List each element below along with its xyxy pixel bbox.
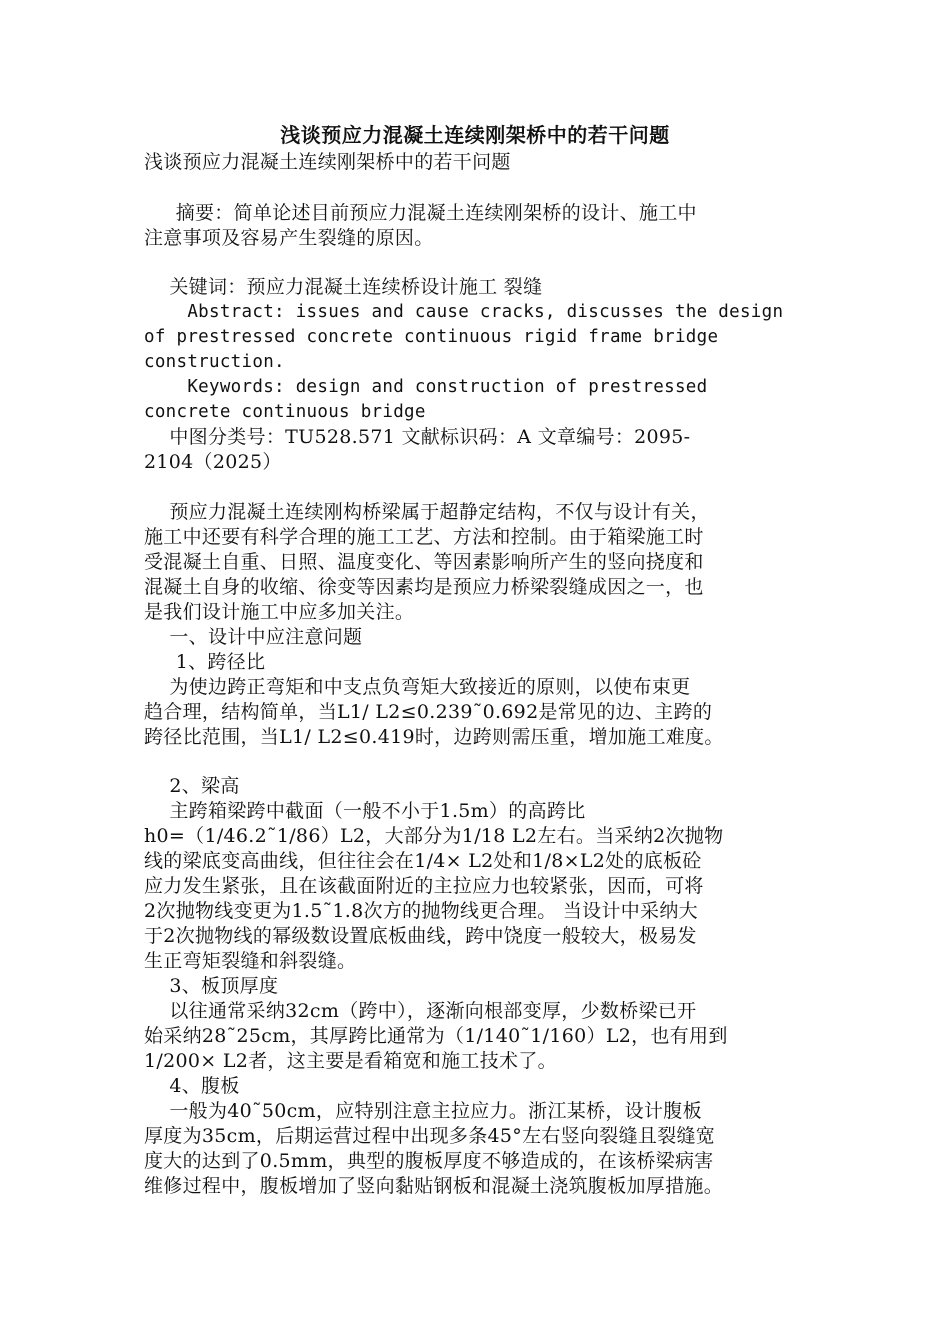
text-line: 为使边跨正弯矩和中支点负弯矩大致接近的原则，以使布束更	[144, 676, 691, 698]
text-line: 预应力混凝土连续刚构桥梁属于超静定结构，不仅与设计有关，	[144, 501, 710, 523]
text-line: 中图分类号：TU528.571 文献标识码：A 文章编号：2095-	[144, 426, 691, 448]
text-line: 主跨箱梁跨中截面（一般不小于1.5m）的高跨比	[144, 800, 586, 822]
text-line: 施工中还要有科学合理的施工工艺、方法和控制。由于箱梁施工时	[144, 526, 704, 548]
text-line: 受混凝土自重、日照、温度变化、等因素影响所产生的竖向挠度和	[144, 551, 704, 573]
text-line: 应力发生紧张，且在该截面附近的主拉应力也较紧张，因而，可将	[144, 875, 704, 897]
text-line: 2104（2025）	[144, 451, 282, 473]
text-line: 度大的达到了0.5mm，典型的腹板厚度不够造成的，在该桥梁病害	[144, 1150, 714, 1172]
text-line: 关键词：预应力混凝土连续桥设计施工 裂缝	[144, 276, 543, 298]
text-line: 维修过程中，腹板增加了竖向黏贴钢板和混凝土浇筑腹板加厚措施。	[144, 1175, 724, 1197]
text-line: h0=（1/46.2˜1/86）L2，大部分为1/18 L2左右。当采纳2次抛物	[144, 825, 724, 847]
text-line: Abstract: issues and cause cracks, discusses the design	[144, 302, 784, 322]
text-line: Keywords: design and construction of prestressed	[144, 377, 708, 397]
text-line: of prestressed concrete continuous rigid frame bridge	[144, 327, 719, 347]
text-line: 混凝土自身的收缩、徐变等因素均是预应力桥梁裂缝成因之一，也	[144, 576, 704, 598]
text-line: 一般为40˜50cm，应特别注意主拉应力。浙江某桥，设计腹板	[144, 1100, 702, 1122]
text-line: 是我们设计施工中应多加关注。	[144, 601, 415, 623]
text-line: 生正弯矩裂缝和斜裂缝。	[144, 950, 357, 972]
text-line: 线的梁底变高曲线，但往往会在1/4× L2处和1/8×L2处的底板砼	[144, 850, 702, 872]
text-line: 浅谈预应力混凝土连续刚架桥中的若干问题	[144, 151, 511, 173]
text-line: 1/200× L2者，这主要是看箱宽和施工技术了。	[144, 1050, 557, 1072]
text-line: 3、板顶厚度	[144, 975, 279, 997]
text-line: 以往通常采纳32cm（跨中），逐渐向根部变厚，少数桥梁已开	[144, 1000, 697, 1022]
text-line: 2、梁高	[144, 775, 240, 797]
text-line: construction.	[144, 352, 285, 372]
text-line: 2次抛物线变更为1.5˜1.8次方的抛物线更合理。 当设计中采纳大	[144, 900, 698, 922]
text-line: 于2次抛物线的幂级数设置底板曲线，跨中饶度一般较大，极易发	[144, 925, 697, 947]
text-line: 摘要：简单论述目前预应力混凝土连续刚架桥的设计、施工中	[144, 202, 697, 224]
document-title: 浅谈预应力混凝土连续刚架桥中的若干问题	[280, 123, 670, 147]
text-line: 厚度为35cm，后期运营过程中出现多条45°左右竖向裂缝且裂缝宽	[144, 1125, 716, 1147]
text-line: 1、跨径比	[144, 651, 266, 673]
text-line: 跨径比范围，当L1/ L2≤0.419时，边跨则需压重，增加施工难度。	[144, 726, 724, 748]
text-line: concrete continuous bridge	[144, 402, 426, 422]
text-line: 趋合理，结构简单，当L1/ L2≤0.239˜0.692是常见的边、主跨的	[144, 701, 713, 723]
text-line: 注意事项及容易产生裂缝的原因。	[144, 227, 434, 249]
text-line: 始采纳28˜25cm，其厚跨比通常为（1/140˜1/160）L2，也有用到	[144, 1025, 728, 1047]
text-line: 4、腹板	[144, 1075, 240, 1097]
text-line: 一、设计中应注意问题	[144, 626, 363, 648]
